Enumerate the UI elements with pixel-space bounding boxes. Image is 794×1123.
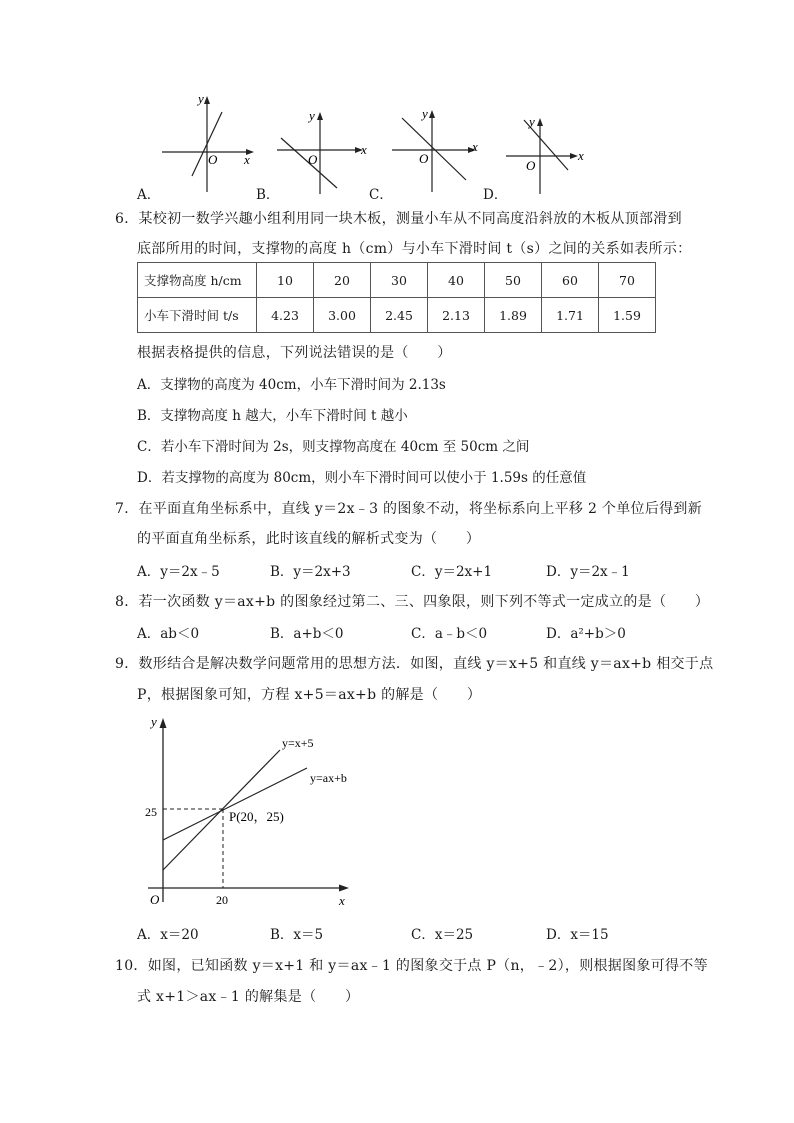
table-cell: 1.89 [485,298,542,333]
q7-option-d[interactable]: D．y＝2x﹣1 [546,564,630,580]
q8-stem: 8．若一次函数 y＝ax+b 的图象经过第二、三、四象限，则下列不等式一定成立的是（ ） [115,594,710,610]
table-row-header: 小车下滑时间 t/s [138,298,257,333]
y-arrow-icon [160,718,167,728]
origin-label: O [419,151,429,166]
y-arrow-icon [537,118,543,126]
table-cell: 4.23 [257,298,314,333]
line1-label: y=x+5 [282,736,314,750]
origin-label: O [526,158,536,173]
x-arrow-icon [339,885,349,892]
x-label: x [244,152,250,167]
table-cell: 30 [371,263,428,298]
origin-label: O [308,152,318,167]
q5-graph-a [158,92,258,194]
q8-option-b[interactable]: B．a+b＜0 [270,626,344,642]
q5-graph-b [273,108,373,196]
y-label: y [422,106,428,121]
x-label: x [578,148,584,163]
q8-option-c[interactable]: C．a﹣b＜0 [411,626,488,642]
q5-graph-c [388,104,488,194]
q6-prompt: 根据表格提供的信息，下列说法错误的是（ ） [137,345,452,361]
y-label: y [151,714,157,729]
q6-stem-line1: 6．某校初一数学兴趣小组利用同一块木板，测量小车从不同高度沿斜放的木板从顶部滑到 [115,211,682,227]
q6-option-b[interactable]: B．支撑物高度 h 越大，小车下滑时间 t 越小 [137,408,408,424]
q8-option-a[interactable]: A．ab＜0 [137,626,200,642]
q5-option-d[interactable]: D． [483,187,508,203]
q7-option-c[interactable]: C．y＝2x+1 [411,564,493,580]
table-row [138,263,656,298]
q8-option-d[interactable]: D．a²+b＞0 [546,626,626,642]
table-cell: 50 [485,263,542,298]
table-row-header: 支撑物高度 h/cm [138,263,257,298]
table-cell: 20 [314,263,371,298]
table-cell: 2.45 [371,298,428,333]
q7-stem-line1: 7．在平面直角坐标系中，直线 y＝2x﹣3 的图象不动，将坐标系向上平移 2 个单位后得到新 [115,501,703,517]
line2-label: y=ax+b [310,771,347,785]
table-row [138,298,656,333]
y-arrow-icon [317,112,323,120]
q7-option-a[interactable]: A．y＝2x﹣5 [137,564,220,580]
table-cell: 3.00 [314,298,371,333]
table-cell: 1.59 [599,298,656,333]
q9-option-b[interactable]: B．x＝5 [270,927,324,943]
q9-option-c[interactable]: C．x＝25 [411,927,474,943]
q5-option-c[interactable]: C． [369,187,393,203]
table-cell: 60 [542,263,599,298]
line-y-ax-plus-b [163,768,307,840]
q6-stem-line2: 底部所用的时间，支撑物的高度 h（cm）与小车下滑时间 t（s）之间的关系如表所示： [137,241,692,257]
x-arrow-icon [570,153,578,159]
table-cell: 70 [599,263,656,298]
q9-stem-line2: P，根据图象可知，方程 x+5＝ax+b 的解是（ ） [137,687,482,703]
point-p-label: P(20，25) [229,809,284,824]
q9-option-a[interactable]: A．x＝20 [137,927,199,943]
y-arrow-icon [204,96,210,104]
table-cell: 10 [257,263,314,298]
x-label: x [339,893,345,908]
q9-graph [140,712,380,912]
x-label: x [472,139,478,154]
table-cell: 1.71 [542,298,599,333]
q6-data-table [137,262,656,333]
q6-option-a[interactable]: A．支撑物的高度为 40cm，小车下滑时间为 2.13s [137,377,446,393]
y-label: y [198,92,204,106]
y-tick-label: 25 [145,805,157,819]
y-arrow-icon [429,110,435,118]
q5-option-b[interactable]: B． [256,187,280,203]
q10-stem-line1: 10．如图，已知函数 y＝x+1 和 y＝ax﹣1 的图象交于点 P（n，﹣2），则根据图象可得不等 [115,958,708,974]
q5-graph-d [502,112,594,196]
x-label: x [361,142,367,157]
q9-option-d[interactable]: D．x＝15 [546,927,609,943]
graph-line [402,118,466,180]
q6-option-c[interactable]: C．若小车下滑时间为 2s，则支撑物高度在 40cm 至 50cm 之间 [137,439,530,455]
table-cell: 40 [428,263,485,298]
q6-option-d[interactable]: D．若支撑物的高度为 80cm，则小车下滑时间可以使小于 1.59s 的任意值 [137,470,587,486]
q9-stem-line1: 9．数形结合是解决数学问题常用的思想方法．如图，直线 y＝x+5 和直线 y＝ax+b 相交于点 [115,656,714,672]
q5-option-a[interactable]: A． [137,187,161,203]
q7-option-b[interactable]: B．y＝2x+3 [270,564,351,580]
table-cell: 2.13 [428,298,485,333]
y-label: y [529,114,535,129]
y-label: y [309,108,315,123]
origin-label: O [150,892,160,907]
q10-stem-line2: 式 x+1＞ax﹣1 的解集是（ ） [137,989,360,1005]
q7-stem-line2: 的平面直角坐标系，此时该直线的解析式变为（ ） [137,531,481,547]
origin-label: O [208,152,218,167]
x-tick-label: 20 [216,893,228,907]
